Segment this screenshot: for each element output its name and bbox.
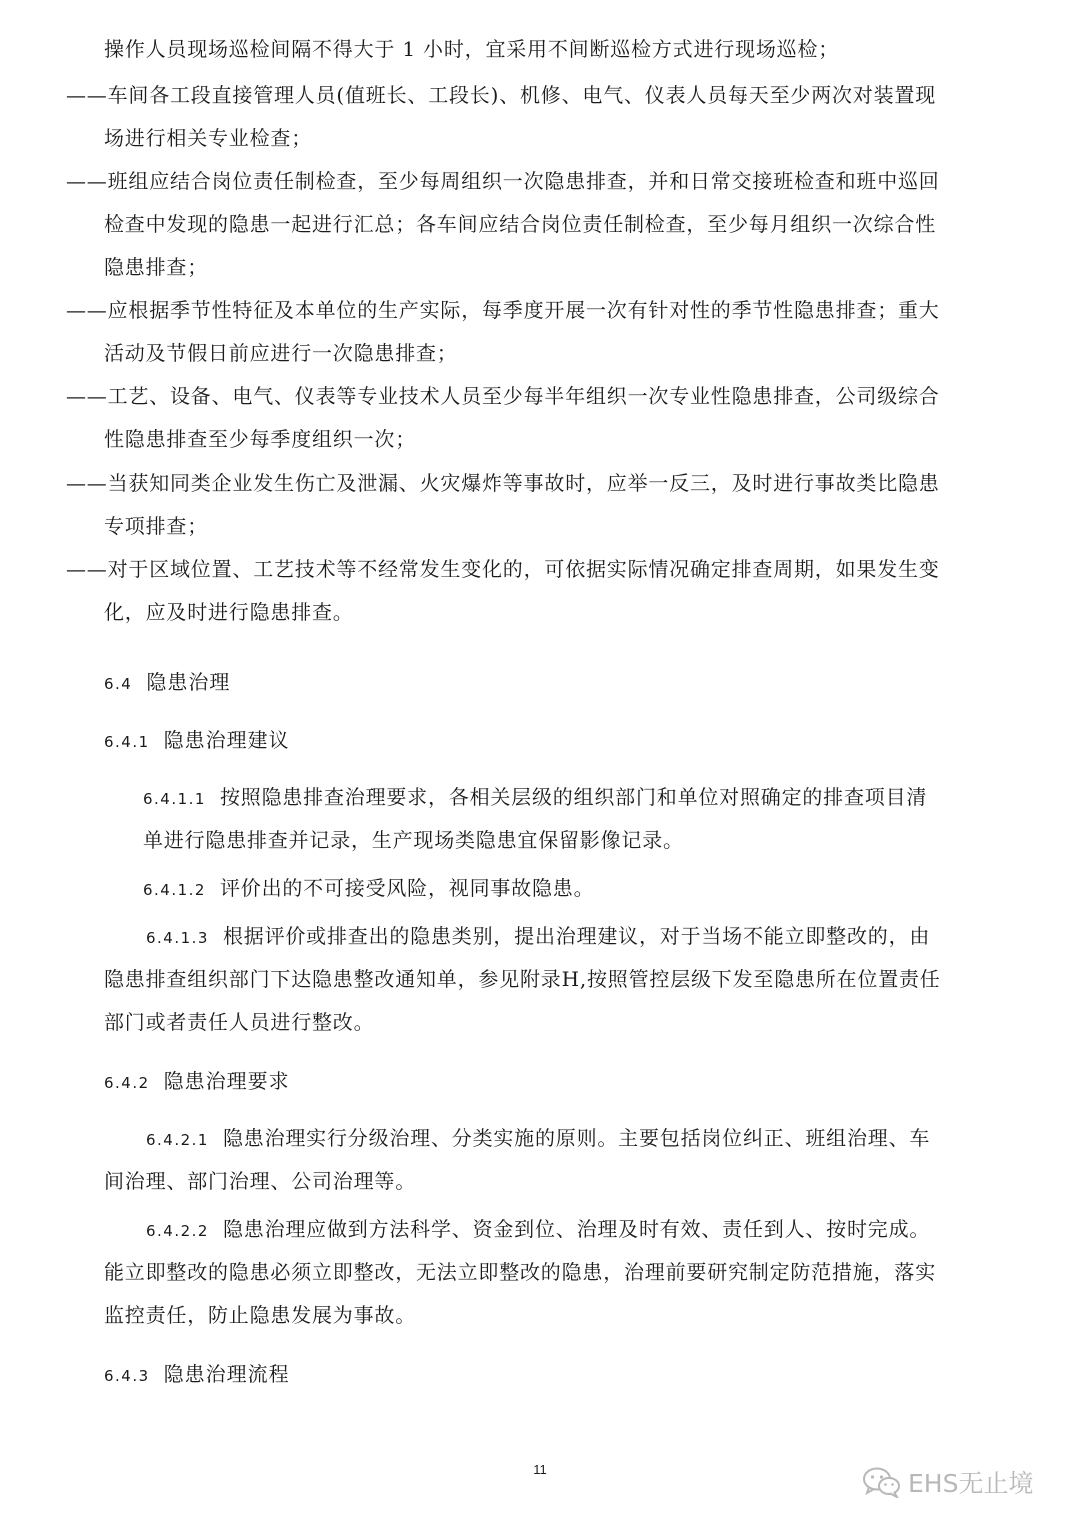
section-number: 6.4 bbox=[104, 675, 133, 693]
watermark-text: EHS无止境 bbox=[908, 1469, 1034, 1498]
clause-line bbox=[146, 922, 1026, 952]
clause-text: 隐患治理应做到方法科学、资金到位、治理及时有效、责任到人、按时完成。 bbox=[222, 1217, 931, 1241]
clause-line: 单进行隐患排查并记录，生产现场类隐患宜保留影像记录。 bbox=[143, 828, 684, 852]
section-title: 隐患治理 bbox=[146, 670, 231, 694]
subsection-heading bbox=[104, 1067, 290, 1097]
clause-text: 隐患治理实行分级治理、分类实施的原则。主要包括岗位纠正、班组治理、车 bbox=[222, 1126, 931, 1150]
dash-item-line: 检查中发现的隐患一起进行汇总；各车间应结合岗位责任制检查，至少每月组织一次综合性 bbox=[104, 212, 936, 236]
clause-number: 6.4.1.3 bbox=[146, 929, 209, 947]
subsection-heading bbox=[104, 726, 290, 756]
watermark bbox=[862, 1462, 1033, 1502]
wechat-icon bbox=[862, 1466, 902, 1498]
subsection-heading bbox=[104, 1360, 290, 1390]
clause-number: 6.4.2.2 bbox=[146, 1222, 209, 1240]
clause-line bbox=[143, 874, 1023, 904]
clause-text: 按照隐患排查治理要求，各相关层级的组织部门和单位对照确定的排查项目清 bbox=[219, 785, 928, 809]
subsection-title: 隐患治理要求 bbox=[163, 1069, 290, 1093]
clause-line bbox=[146, 1215, 1026, 1245]
dash-item-line: 隐患排查； bbox=[104, 255, 208, 279]
subsection-number: 6.4.1 bbox=[104, 733, 150, 751]
clause-line bbox=[143, 783, 1023, 813]
intro-line: 操作人员现场巡检间隔不得大于 1 小时，宜采用不间断巡检方式进行现场巡检； bbox=[104, 37, 840, 61]
dash-item-line: ——车间各工段直接管理人员(值班长、工段长)、机修、电气、仪表人员每天至少两次对装置现 bbox=[66, 83, 937, 107]
subsection-number: 6.4.2 bbox=[104, 1074, 150, 1092]
clause-line bbox=[146, 1124, 1026, 1154]
clause-number: 6.4.2.1 bbox=[146, 1131, 209, 1149]
clause-line: 隐患排查组织部门下达隐患整改通知单，参见附录H,按照管控层级下发至隐患所在位置责任 bbox=[104, 967, 941, 991]
dash-item-line: ——当获知同类企业发生伤亡及泄漏、火灾爆炸等事故时，应举一反三，及时进行事故类比隐患 bbox=[66, 471, 940, 495]
section-heading bbox=[104, 668, 230, 698]
clause-line: 部门或者责任人员进行整改。 bbox=[104, 1010, 375, 1034]
dash-item-line: ——工艺、设备、电气、仪表等专业技术人员至少每半年组织一次专业性隐患排查，公司级综合 bbox=[66, 384, 940, 408]
dash-item-line: 专项排查； bbox=[104, 514, 208, 538]
subsection-number: 6.4.3 bbox=[104, 1367, 150, 1385]
dash-item-line: 场进行相关专业检查； bbox=[104, 126, 312, 150]
page-number: 11 bbox=[533, 1462, 547, 1477]
dash-item-line: 性隐患排查至少每季度组织一次； bbox=[104, 427, 416, 451]
dash-item-line: ——班组应结合岗位责任制检查，至少每周组织一次隐患排查，并和日常交接班检查和班中巡回 bbox=[66, 169, 940, 193]
dash-item-line: ——应根据季节性特征及本单位的生产实际，每季度开展一次有针对性的季节性隐患排查；重大 bbox=[66, 298, 940, 322]
dash-item-line: 化，应及时进行隐患排查。 bbox=[104, 600, 354, 624]
subsection-title: 隐患治理流程 bbox=[163, 1362, 290, 1386]
clause-line: 间治理、部门治理、公司治理等。 bbox=[104, 1169, 416, 1193]
dash-item-line: ——对于区域位置、工艺技术等不经常发生变化的，可依据实际情况确定排查周期，如果发生变 bbox=[66, 557, 940, 581]
clause-number: 6.4.1.2 bbox=[143, 881, 206, 899]
clause-line: 能立即整改的隐患必须立即整改，无法立即整改的隐患，治理前要研究制定防范措施，落实 bbox=[104, 1260, 936, 1284]
clause-text: 评价出的不可接受风险，视同事故隐患。 bbox=[219, 876, 595, 900]
clause-line: 监控责任，防止隐患发展为事故。 bbox=[104, 1303, 416, 1327]
clause-number: 6.4.1.1 bbox=[143, 790, 206, 808]
clause-text: 根据评价或排查出的隐患类别，提出治理建议，对于当场不能立即整改的，由 bbox=[222, 924, 931, 948]
subsection-title: 隐患治理建议 bbox=[163, 728, 290, 752]
dash-item-line: 活动及节假日前应进行一次隐患排查； bbox=[104, 341, 458, 365]
